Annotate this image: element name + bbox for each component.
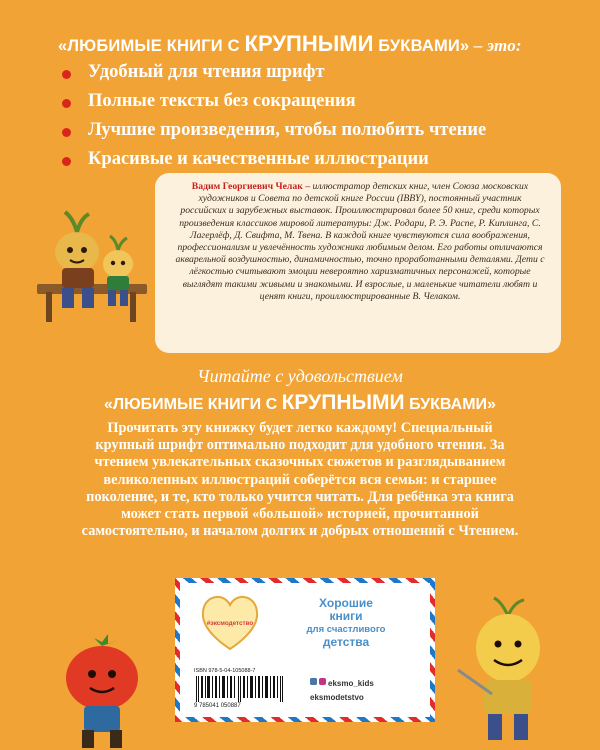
feature-item: Удобный для чтения шрифт xyxy=(62,62,486,91)
bullet-dot-icon xyxy=(62,128,71,137)
feature-list xyxy=(62,62,486,178)
tomato-character-illustration xyxy=(46,632,158,750)
sticker-slogan: Хорошие книги для счастливого детства xyxy=(306,596,386,649)
publisher-sticker xyxy=(175,578,435,722)
bullet-dot-icon xyxy=(62,99,71,108)
illustrator-name: Вадим Георгиевич Челак – xyxy=(191,181,311,192)
onion-characters-illustration xyxy=(32,206,152,326)
feature-item: Полные тексты без сокращения xyxy=(62,91,486,120)
illustrator-bio: Вадим Георгиевич Челак – иллюстратор детских книг, член Союза московских художников и Совета по детской книге России (IBBY), постоянный участник российских и зарубежных выставок. Проиллюстрировал более 50 книг, среди которых произведения классиков мировой литературы: Дж. Родари, Р. Э. Распе, Р. Киплинга, С. Лагерлёф, Д. Свифта, М. Твена. В каждой книге чувствуются сила воображения, профессионализм и увлечённость художника любимым делом. Его работы отличаются акварельной воздушностью, динамичностью, точно проработанными деталями. Дети с лёгкостью считывают эмоции невероятно харизматичных персонажей, которые выглядят такими живыми и знакомыми. И взрослые, и маленькие читатели любят и ценят книги, проиллюстрированные В. Челаком. xyxy=(175,181,545,302)
series-title: «ЛЮБИМЫЕ КНИГИ С КРУПНЫМИ БУКВАМИ» – это: xyxy=(58,31,522,56)
brand-hashtag: #эксмодетство xyxy=(206,620,254,627)
feature-item: Красивые и качественные иллюстрации xyxy=(62,149,486,178)
social-handle-kids: eksmo_kids xyxy=(328,679,374,688)
book-description: Прочитать эту книжку будет легко каждому! Специальный крупный шрифт оптимально подходит для удобного чтения. За чтением увлекательных сказочных сюжетов и разглядыванием великолепных иллюстраций соберётся вся семья: и старшее поколение, и те, кто только учится читать. Для ребёнка эта книга может стать первой «большой» историей, прочитанной самостоятельно, и началом долгих и добрых отношений с Чтением. xyxy=(81,420,519,540)
bullet-dot-icon xyxy=(62,70,71,79)
series-title-secondary: «ЛЮБИМЫЕ КНИГИ С КРУПНЫМИ БУКВАМИ» xyxy=(104,391,496,414)
reading-tagline: Читайте с удовольствием xyxy=(197,366,403,386)
bullet-dot-icon xyxy=(62,157,71,166)
heart-logo-icon xyxy=(198,591,262,653)
isbn: ISBN 978-5-04-105088-7 xyxy=(194,668,256,674)
vk-instagram-icon xyxy=(310,678,326,688)
barcode xyxy=(194,676,292,702)
barcode-number: 9 785041 050887 xyxy=(194,703,241,709)
onion-knight-illustration xyxy=(440,596,575,744)
feature-item: Лучшие произведения, чтобы полюбить чтение xyxy=(62,120,486,149)
social-handle-detstvo: eksmodetstvo xyxy=(310,693,364,702)
